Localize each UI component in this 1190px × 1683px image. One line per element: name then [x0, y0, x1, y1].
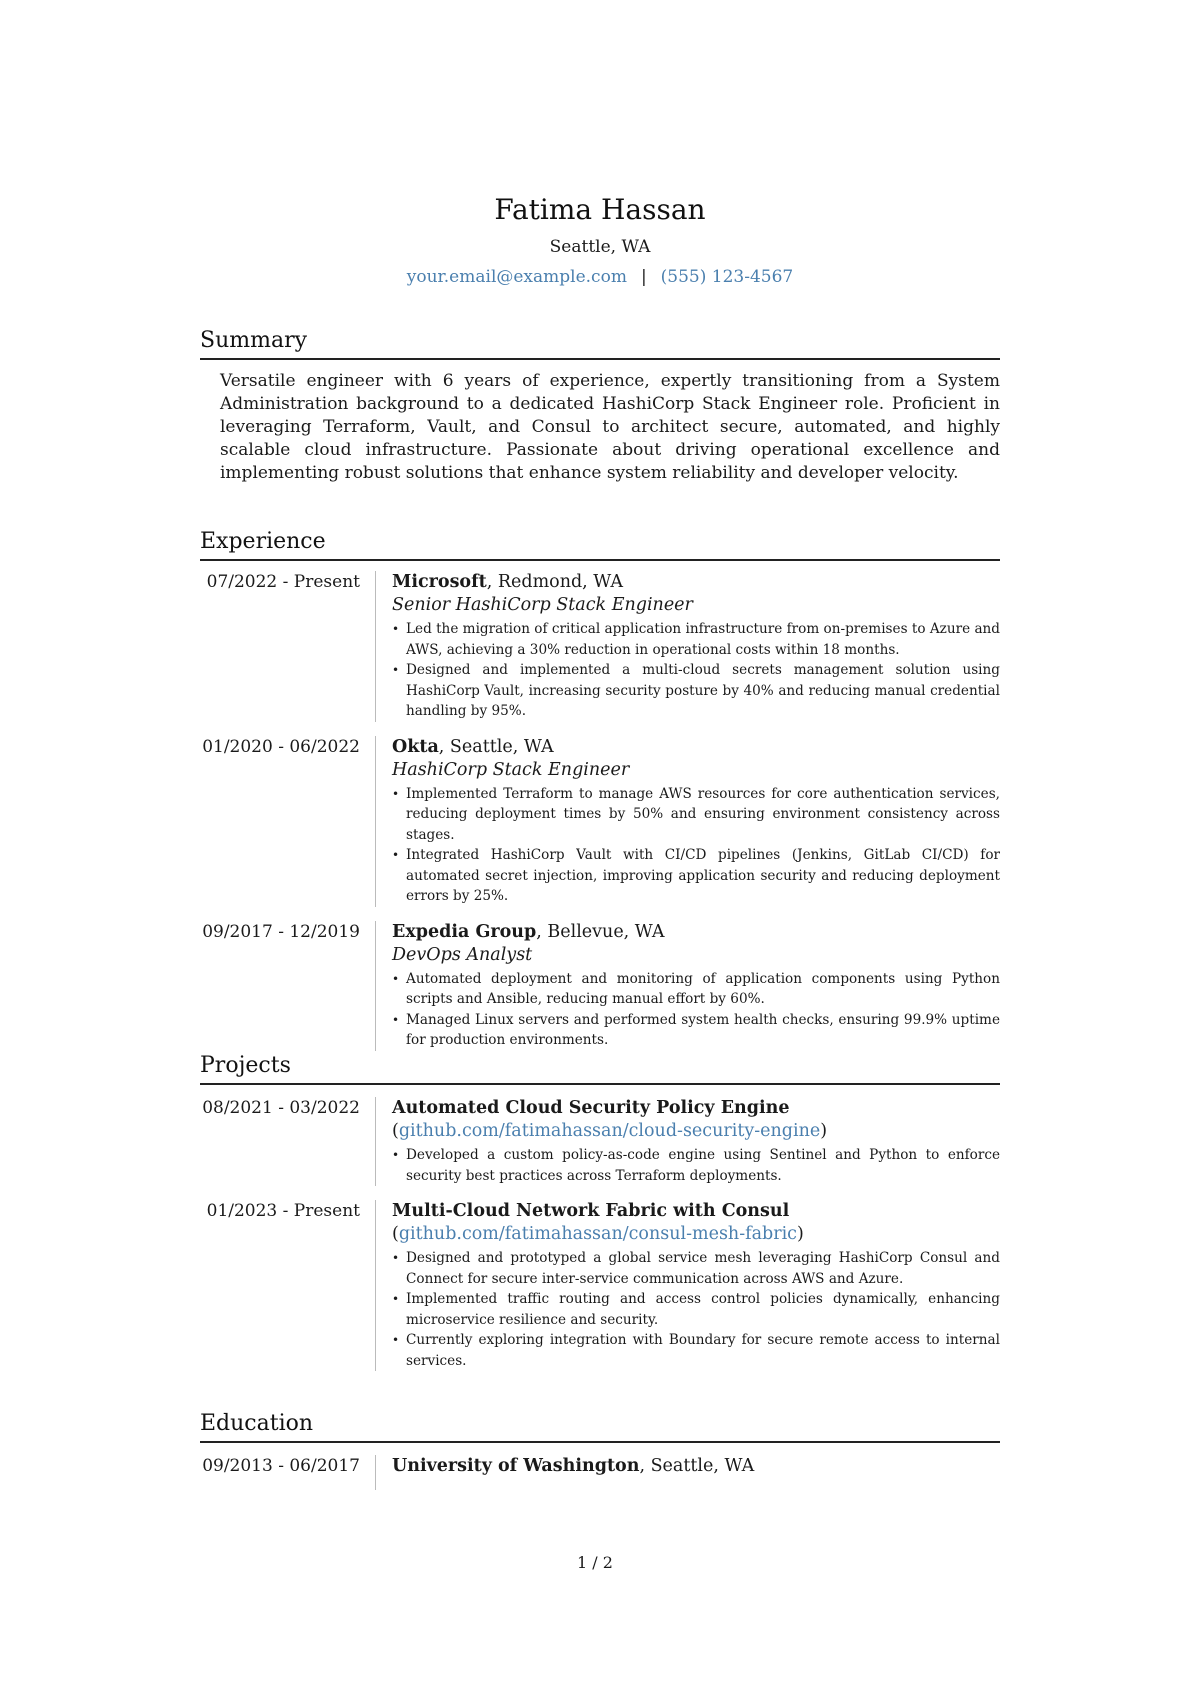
- summary-section: [200, 326, 1000, 485]
- entry-heading: Automated Cloud Security Policy Engine (github.com/fatimahassan/cloud-security-engine): [392, 1098, 828, 1141]
- entry-body: [375, 1200, 1000, 1371]
- entry-heading: [392, 1455, 1000, 1478]
- education-section: [200, 1409, 1000, 1490]
- entry-heading: [392, 736, 1000, 759]
- bullet-list: [392, 619, 1000, 722]
- bullet-list: [392, 1248, 1000, 1371]
- bullet-list: [392, 1145, 1000, 1186]
- bullet-item: • Automated deployment and monitoring of application components using Python scripts and Ansible, reducing manual effort by 60%.: [392, 969, 1000, 1010]
- company-location: , Redmond, WA: [486, 572, 624, 592]
- company-name: Microsoft: [392, 572, 487, 592]
- entry-date: 01/2020 - 06/2022: [202, 736, 360, 757]
- bullet-item: • Implemented Terraform to manage AWS resources for core authentication services, reducing deployment times by 50% and ensuring environment consistency across stages.: [392, 784, 1000, 846]
- bullet-item: • Led the migration of critical application infrastructure from on-premises to Azure and AWS, achieving a 30% reduction in operational costs within 18 months.: [392, 619, 1000, 660]
- job-title: HashiCorp Stack Engineer: [392, 759, 630, 780]
- entry-date: 07/2022 - Present: [206, 572, 360, 592]
- company-name: Okta: [392, 736, 439, 757]
- entry-date: 08/2021 - 03/2022: [202, 1098, 360, 1118]
- entry-body: [375, 1455, 1000, 1490]
- candidate-location: Seattle, WA: [549, 237, 651, 257]
- candidate-name: Fatima Hassan: [494, 193, 706, 226]
- company-location: , Bellevue, WA: [536, 921, 665, 942]
- contact-line: [200, 264, 1000, 290]
- entry-body: [375, 921, 1000, 1051]
- school-location: , Seattle, WA: [639, 1456, 755, 1476]
- resume-page: [200, 0, 1000, 1683]
- bullet-list: [392, 969, 1000, 1051]
- page-number: 1 / 2: [577, 1553, 613, 1572]
- section-title-summary: Summary: [200, 326, 1000, 360]
- project-name: Multi-Cloud Network Fabric with Consul: [392, 1201, 790, 1221]
- entry-body: [375, 1097, 1000, 1186]
- project-link[interactable]: github.com/fatimahassan/consul-mesh-fabric: [398, 1224, 797, 1244]
- entry-date: 01/2023 - Present: [206, 1201, 360, 1221]
- bullet-item: • Implemented traffic routing and access control policies dynamically, enhancing microservice resilience and security.: [392, 1289, 1000, 1330]
- resume-header: [200, 192, 1000, 290]
- bullet-item: • Designed and implemented a multi-cloud secrets management solution using HashiCorp Vault, increasing security posture by 40% and reducing manual credential handling by 95%.: [392, 660, 1000, 722]
- project-entry: [200, 1097, 1000, 1186]
- job-title: DevOps Analyst: [392, 944, 533, 965]
- bullet-list: [392, 784, 1000, 907]
- email-link[interactable]: your.email@example.com: [406, 267, 627, 287]
- summary-text: Versatile engineer with 6 years of experience, expertly transitioning from a System Administration background to a dedicated HashiCorp Stack Engineer role. Proficient in leveraging Terraform, Vault, and Consul to architect secure, automated, and highly scalable cloud infrastructure. Passionate about driving operational excellence and implementing robust solutions that enhance system reliability and developer velocity.: [220, 371, 1000, 483]
- job-title: Senior HashiCorp Stack Engineer: [392, 595, 693, 615]
- project-entry: [200, 1200, 1000, 1371]
- entry-heading: [392, 921, 1000, 944]
- project-link[interactable]: github.com/fatimahassan/cloud-security-engine: [398, 1121, 821, 1141]
- education-entry: [200, 1455, 1000, 1490]
- phone-link[interactable]: (555) 123-4567: [660, 267, 794, 287]
- entry-body: [375, 736, 1000, 907]
- bullet-item: • Currently exploring integration with Boundary for secure remote access to internal services.: [392, 1330, 1000, 1371]
- company-name: Expedia Group: [392, 921, 537, 942]
- bullet-item: • Managed Linux servers and performed system health checks, ensuring 99.9% uptime for production environments.: [392, 1010, 1000, 1051]
- experience-entry: [200, 921, 1000, 1051]
- experience-entry: [200, 571, 1000, 722]
- bullet-item: • Integrated HashiCorp Vault with CI/CD pipelines (Jenkins, GitLab CI/CD) for automated secret injection, improving application security and reducing deployment errors by 25%.: [392, 845, 1000, 907]
- entry-heading: Multi-Cloud Network Fabric with Consul (github.com/fatimahassan/consul-mesh-fabric): [392, 1201, 804, 1244]
- experience-entry: [200, 736, 1000, 907]
- bullet-item: • Developed a custom policy-as-code engine using Sentinel and Python to enforce security best practices across Terraform deployments.: [392, 1145, 1000, 1186]
- section-title-experience: Experience: [200, 527, 1000, 561]
- bullet-item: • Designed and prototyped a global service mesh leveraging HashiCorp Consul and Connect for secure inter-service communication across AWS and Azure.: [392, 1248, 1000, 1289]
- company-location: , Seattle, WA: [438, 736, 554, 757]
- experience-section: [200, 527, 1000, 1051]
- entry-heading: [392, 571, 1000, 594]
- section-title-projects: Projects: [200, 1051, 1000, 1085]
- section-title-education: Education: [200, 1409, 1000, 1443]
- school-name: University of Washington: [392, 1456, 640, 1476]
- entry-date: 09/2017 - 12/2019: [202, 921, 360, 942]
- contact-separator: |: [640, 267, 647, 287]
- entry-date: 09/2013 - 06/2017: [202, 1456, 360, 1476]
- project-name: Automated Cloud Security Policy Engine: [392, 1098, 790, 1118]
- entry-body: [375, 571, 1000, 722]
- projects-section: [200, 1051, 1000, 1371]
